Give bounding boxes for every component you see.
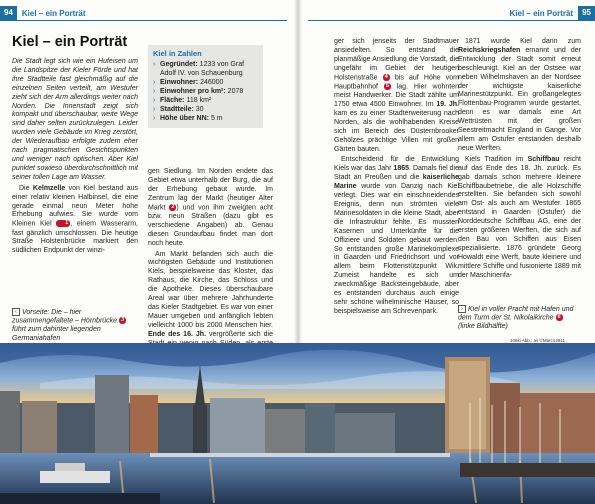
quay-left	[0, 493, 160, 504]
arrow-icon: ›	[153, 79, 156, 86]
kiel-harbour-panorama	[0, 343, 595, 504]
building	[265, 409, 305, 453]
map-marker-3[interactable]: 3	[121, 317, 125, 324]
left-column-2	[148, 168, 273, 359]
fact-box-title: Kiel in Zahlen	[153, 49, 202, 58]
left-caption: ‹ Vorseite: Die – hier zusammengefaltete – Hörnbrücke 3 führt zum dahinter liegenden Germaniahafen	[12, 308, 125, 342]
fact-row: › Fläche: 118 km²	[153, 97, 212, 104]
ship-left-deck	[55, 463, 85, 471]
fact-row: › Einwohner: 246000	[153, 79, 224, 86]
right-column-2	[458, 38, 581, 282]
caption-arrow-icon: ›	[458, 305, 466, 313]
arrow-icon: ›	[153, 97, 156, 104]
paragraph-keimzelle: Die Kelmzelle von Kiel bestand aus einer relativ kleinen Halbinsel, die eine gerade einmal neun Meter hohe Erhebung aufwies. Sie wurde vom Kleinen Kiel 1 , einem Wasserarm, fast gänzlich umschlossen. Die heutige Straße Holstenbrücke markiert den südlichen Endpunkt der winzi-	[12, 184, 139, 255]
map-marker-5[interactable]: 5	[385, 82, 389, 89]
left-page	[0, 0, 297, 343]
building	[305, 403, 335, 453]
fact-box	[148, 45, 263, 128]
right-column-1	[334, 38, 459, 319]
book-gutter	[294, 0, 302, 343]
left-header-rule	[0, 20, 287, 21]
intro-paragraph: Die Stadt legt sich wie ein Hufeisen um die Landspitze der Kieler Förde und hat ihre Stadtteile fast gleichmäßig auf die einzelnen Seiten verteilt, am Westufer zieht sich der Arm allerdings weiter nach Norden. Die Innenstadt zeigt sich kompakt und überschaubar, weite Wege sind daher selten zurückzulegen. Leider wurden viele Gebäude im Krieg zerstört, der Wiederaufbau erfolgte zudem eher nach pragmatischen Gesichtspunkten und weniger nach optischen. Aber Kiel punktet sowieso überdurchschnittlich mit seiner tollen Lage am Wasser.	[12, 58, 138, 181]
page-title: Kiel – ein Porträt	[12, 34, 128, 50]
fact-row: › Einwohner pro km²: 2078	[153, 88, 244, 95]
map-marker-6[interactable]: 6	[557, 314, 561, 321]
left-page-number: 94	[0, 6, 17, 20]
arrow-icon: ›	[153, 106, 156, 113]
ships-right	[460, 463, 595, 477]
right-page-number: 95	[578, 6, 595, 20]
fact-row: › Gegründet: 1233 von Graf Adolf IV. von Schauenburg	[153, 61, 245, 77]
map-marker-4[interactable]: 4	[384, 73, 388, 80]
right-running-head	[505, 6, 595, 20]
photo-credit: 106ki Abb.: as ©Marco2811	[509, 338, 565, 343]
building	[130, 395, 158, 453]
bridge	[150, 453, 450, 457]
fact-row: › Höhe über NN: 5 m	[153, 115, 223, 122]
right-header-rule	[308, 20, 595, 21]
paragraph-1865: Entscheidend für die Entwicklung Kiels war das Jahr 1865. Damals fiel die Stadt an Preußen und die kaiserliche Marine wurde von Danzig nach Kiel verlegt. Dies war ein einschneidendes Ereignis, denn nun strömten viele Marinesoldaten in die kleine Stadt, aber die Infrastruktur fehlte. Es mussten Kasernen und Unterkünfte für die Offiziere und Soldaten gebaut werden. So entstanden große Marinekomplexe in Gaarden und Friedrichsort und vor allem beim Flottenstützpunkt Wik. Zumeist handelte es sich um zweckmäßige Backsteingebäude, aber es entstanden durchaus auch einige sehr schöne wilhelminische Häuser, so beispielsweise am Schrevenpark.	[334, 156, 460, 315]
map-marker-2[interactable]: 2	[171, 203, 175, 210]
left-running-head	[0, 6, 90, 20]
church-tower	[193, 405, 207, 453]
building	[22, 401, 57, 453]
left-column-1	[12, 58, 138, 258]
arrow-icon: ›	[153, 115, 156, 122]
ship-left	[40, 471, 110, 483]
paragraph-reichskriegshafen: 1871 wurde Kiel dann zum Reichskriegshafen ernannt und der Entwicklung der Stadt somit erneut beschleunigt. Kiel an der Ostsee war neben Wilhelmshaven an der Nordsee der wichtigste kaiserliche Marinestützpunkt. Ein großangelegtes Flottenbau-Programm wurde gestartet, denn es war damals eine Art Wettrüsten mit der großen Seestreitmacht England in Gange. Vor allem am Ostufer entstanden deshalb neue Werften.	[458, 38, 581, 152]
building	[210, 398, 265, 453]
arrow-icon: ›	[153, 61, 156, 68]
fact-row: › Stadtteile: 30	[153, 106, 204, 113]
map-marker-1[interactable]: 1	[56, 220, 70, 227]
paragraph-vorstadt: ger sich jenseits der Stadtmauer ansiedelten. So entstand die planmäßige Ansiedlung die Vorstadt, die ungefähr im Gebiet der heutigen Holstenstraße 4 bis auf Höhe vom Hauptbahnhof 5 lag. Hier wohnten meist Handwerker. Die Stadt zählte um 1750 etwa 4500 Einwohner. Im 19. Jh. kam es zu einer Stadterweiterung nach Norden, als die wohlhabenden Kreise sich im Bereich des Düsternbrooker Gehölzes prächtige Villen mit großen Gärten bauten.	[334, 38, 459, 153]
arrow-icon: ›	[153, 88, 156, 95]
right-page	[298, 0, 595, 343]
building	[335, 413, 395, 453]
building-left	[0, 391, 20, 453]
building-right	[520, 393, 595, 453]
paragraph-gebaeude: Am Markt befanden sich auch die wichtigsten Gebäude und Institutionen Kiels, beispielsweise das Kloster, das Rathaus, die Kirche, das Schloss und die Apotheke. Dieses überschaubare Areal war über mehrere Jahrhunderte das Kieler Stadtgebiet. Es war von einer Mauer umgeben und anfänglich lebten vielleicht 1000 bis 2000 Menschen hier. Ende des 16. Jh. vergrößerte sich die	[148, 250, 273, 338]
left-running-head-text: Kiel – ein Porträt	[21, 8, 86, 18]
right-running-head-text: Kiel – ein Porträt	[509, 8, 574, 18]
caption-arrow-icon: ‹	[12, 308, 20, 316]
building-tower-block	[95, 375, 129, 453]
right-caption: › Kiel in voller Pracht mit Hafen und dem Turm der St. Nikolaikirche 6 (linke Bildhälfte)	[458, 305, 574, 331]
paragraph-markt: gen Siedlung. Im Norden endete das Gebiet etwa unterhalb der Burg, die auf der Erhebung gebaut wurde. Im Zentrum lag der Markt (heutiger Alter Markt 2 ) und von ihm zweigten acht bzw. neun Straßen (dazu gibt es verschiedene Angaben) ab. Genau diesen Grundaufbau findet man dort noch heute.	[148, 168, 273, 247]
paragraph-schiffbau: Kiels Tradition im Schiffbau reicht auf das Ende des 18. Jh. zurück. Es gab damals schon mehrere kleinere Schiffbaubetriebe, die alle Holzschiffe erstellten. Sie befanden sich sowohl am Ost- als auch am Westufer. 1865 entstand in Gaarden (Ostufer) die Norddeutsche Schiffbau AG, eine der ersten größeren Werften, die sich auf den Bau von Schiffen aus Eisen spezialisierte. 1876 gründete Georg Howaldt eine Werft, baute kleinere und mittlere Schiffe und fusionierte 1889 mit der Maschinenfa-	[458, 155, 581, 279]
